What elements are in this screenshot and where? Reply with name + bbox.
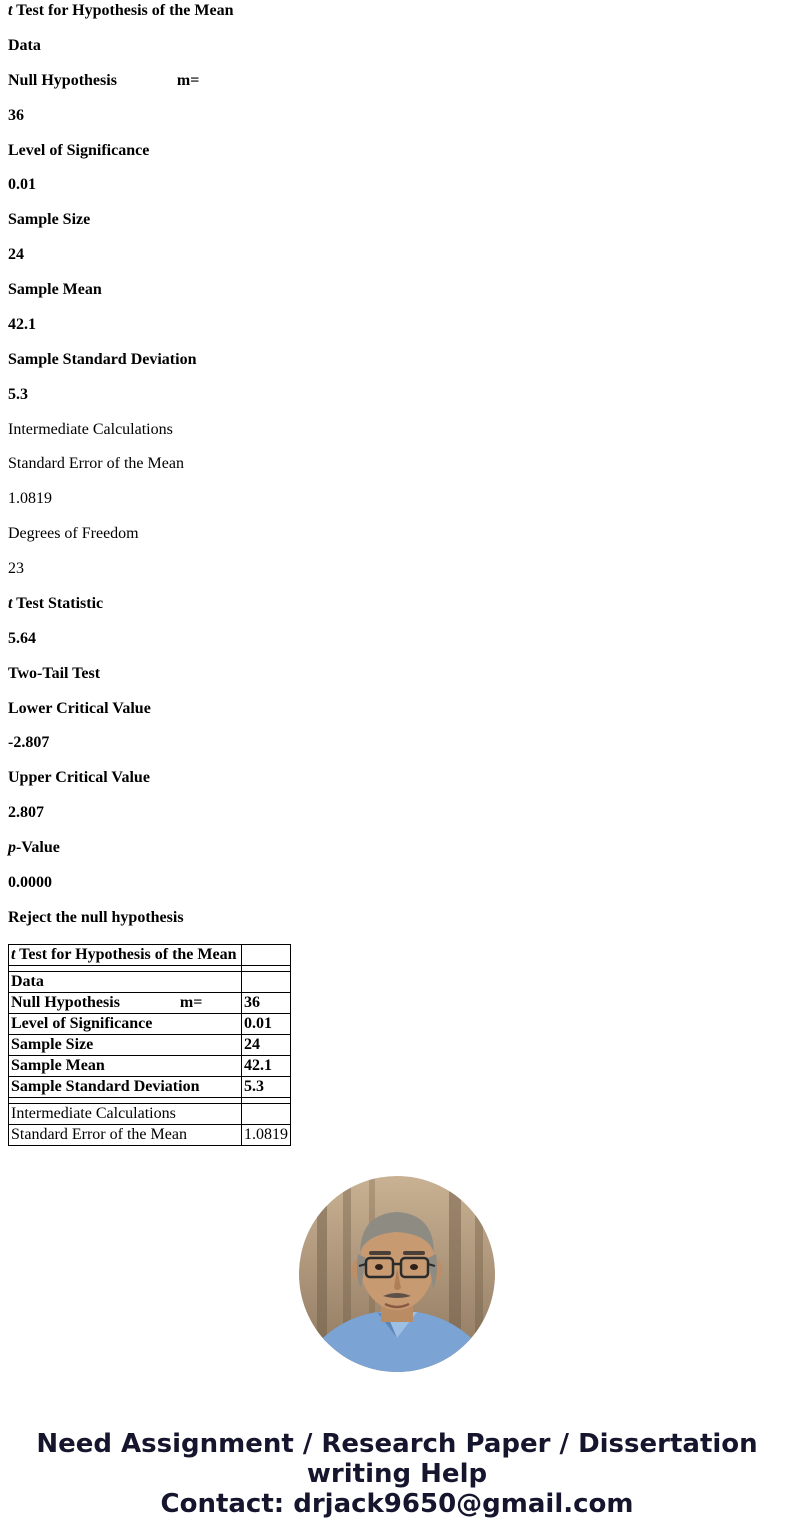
table-cell-label: Intermediate Calculations [9, 1103, 242, 1124]
table-row-title [9, 944, 291, 965]
table-cell-value: 5.3 [242, 1076, 291, 1097]
footer-help-block [8, 1429, 786, 1519]
doc-paragraph: Intermediate Calculations [8, 420, 173, 438]
avatar-photo [299, 1176, 495, 1372]
table-row [9, 1124, 291, 1145]
doc-paragraph: Lower Critical Value [8, 699, 151, 717]
doc-paragraph [8, 595, 786, 614]
help-text-line2: writing Help [306, 1458, 488, 1489]
table-row [9, 971, 291, 992]
table-cell-value: 42.1 [242, 1055, 291, 1076]
doc-paragraph: 0.01 [8, 176, 36, 194]
italic-lead: t [8, 2, 13, 19]
table-cell-value [242, 1103, 291, 1124]
table-row [9, 1013, 291, 1034]
doc-paragraph: 5.3 [8, 385, 28, 403]
doc-paragraph: Data [8, 36, 41, 54]
italic-lead: p [8, 839, 16, 856]
table-cell-label: Sample Size [9, 1034, 242, 1055]
table-cell-label: Data [9, 971, 242, 992]
doc-text: -Value [16, 839, 60, 856]
table-cell-label: Level of Significance [9, 1013, 242, 1034]
italic-lead: t [11, 945, 16, 963]
doc-paragraph: Two-Tail Test [8, 664, 101, 682]
doc-paragraph: Null Hypothesis m= [8, 71, 200, 89]
help-text [8, 1429, 786, 1489]
document-body [8, 2, 786, 928]
doc-paragraph [8, 2, 786, 21]
table-row [9, 1055, 291, 1076]
doc-text: Test Statistic [12, 594, 104, 612]
table-row [9, 1034, 291, 1055]
doc-paragraph: Degrees of Freedom [8, 525, 139, 543]
contact-email-text: Contact: drjack9650@gmail.com [160, 1488, 634, 1519]
doc-paragraph: -2.807 [8, 734, 50, 752]
doc-paragraph [8, 839, 786, 858]
table-row [9, 1076, 291, 1097]
doc-paragraph: 5.64 [8, 629, 36, 647]
doc-paragraph: 0.0000 [8, 873, 52, 891]
table-title-cell [9, 944, 242, 965]
results-table [8, 944, 291, 1146]
doc-paragraph: Sample Size [8, 211, 91, 229]
table-cell-value [242, 971, 291, 992]
doc-paragraph: 2.807 [8, 804, 44, 822]
doc-paragraph: Sample Standard Deviation [8, 350, 197, 368]
person-avatar [8, 1176, 786, 1377]
doc-text: Test for Hypothesis of the Mean [12, 2, 234, 19]
table-cell-label: Standard Error of the Mean [9, 1124, 242, 1145]
doc-paragraph: Upper Critical Value [8, 769, 150, 787]
table-cell-label: Sample Standard Deviation [9, 1076, 242, 1097]
table-row [9, 992, 291, 1013]
table-cell-value: 36 [242, 992, 291, 1013]
table-cell-label: Sample Mean [9, 1055, 242, 1076]
italic-lead: t [8, 594, 13, 612]
doc-paragraph: 36 [8, 106, 24, 124]
doc-paragraph: Sample Mean [8, 281, 102, 298]
doc-paragraph: Standard Error of the Mean [8, 455, 184, 473]
doc-paragraph: Reject the null hypothesis [8, 908, 184, 926]
table-cell-label: Null Hypothesis m= [9, 992, 242, 1013]
table-cell-value: 0.01 [242, 1013, 291, 1034]
table-row [9, 1103, 291, 1124]
doc-paragraph: 24 [8, 246, 24, 264]
doc-paragraph: 1.0819 [8, 490, 52, 508]
help-text-line1: Need Assignment / Research Paper / Dissertation [36, 1428, 758, 1459]
table-cell-value [242, 944, 291, 965]
doc-paragraph: 23 [8, 560, 24, 577]
table-cell-value: 1.0819 [242, 1124, 291, 1145]
doc-paragraph: 42.1 [8, 315, 36, 333]
table-title-text: Test for Hypothesis of the Mean [15, 945, 237, 963]
doc-paragraph: Level of Significance [8, 141, 150, 159]
table-cell-value: 24 [242, 1034, 291, 1055]
